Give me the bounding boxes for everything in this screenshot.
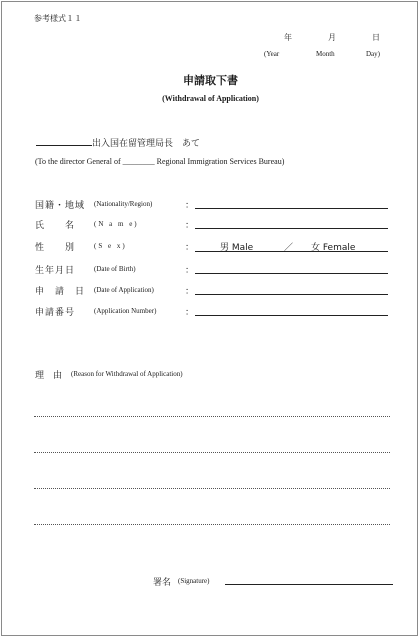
date-month-en: Month	[316, 50, 335, 58]
date-month-label: 月	[328, 33, 336, 42]
field-colon: ：	[185, 308, 195, 318]
date-year-label: 年	[284, 33, 292, 42]
field-colon: ：	[185, 201, 195, 211]
title-jp: 申請取下書	[183, 74, 238, 87]
reason-line-2[interactable]	[34, 452, 390, 453]
field-colon: ：	[185, 243, 195, 253]
field-colon: ：	[185, 221, 195, 231]
field-name-en: (N a m e)	[94, 220, 139, 228]
field-application-number-en: (Application Number)	[94, 307, 157, 315]
field-nationality-label: 国籍・地域	[35, 201, 86, 211]
date-day-label: 日	[372, 33, 380, 42]
bureau-name-line[interactable]	[36, 145, 92, 146]
field-application-date-label: 申 請 日	[35, 287, 86, 297]
application-date-input[interactable]	[195, 294, 388, 295]
addressee-jp: 出入国在留管理局長 あて	[92, 139, 201, 149]
reason-line-4[interactable]	[34, 524, 390, 525]
sex-male-option[interactable]: 男 Male	[220, 243, 254, 253]
signature-label-en: (Signature)	[178, 577, 210, 585]
sex-underline	[195, 251, 388, 252]
application-number-input[interactable]	[195, 315, 388, 316]
field-colon: ：	[185, 266, 195, 276]
form-number: 参考様式１１	[34, 14, 82, 23]
reason-label-en: (Reason for Withdrawal of Application)	[71, 370, 183, 378]
field-sex-en: (S e x)	[94, 242, 127, 250]
field-nationality-en: (Nationality/Region)	[94, 200, 153, 208]
signature-label-jp: 署名	[153, 578, 172, 588]
field-dob-label: 生年月日	[35, 266, 76, 276]
nationality-input[interactable]	[195, 208, 388, 209]
withdrawal-form-page	[1, 1, 418, 636]
reason-line-3[interactable]	[34, 488, 390, 489]
field-colon: ：	[185, 287, 195, 297]
field-application-date-en: (Date of Application)	[94, 286, 154, 294]
field-application-number-label: 申請番号	[35, 308, 76, 318]
field-sex-label: 性 別	[35, 243, 76, 253]
sex-female-option[interactable]: 女 Female	[311, 243, 356, 253]
reason-line-1[interactable]	[34, 416, 390, 417]
signature-input[interactable]	[225, 584, 393, 585]
sex-separator: ／	[284, 243, 294, 253]
field-dob-en: (Date of Birth)	[94, 265, 136, 273]
date-day-en: Day)	[366, 50, 380, 58]
addressee-en: (To the director General of ________ Regional Immigration Services Bureau)	[35, 157, 285, 166]
date-of-birth-input[interactable]	[195, 273, 388, 274]
title-en: (Withdrawal of Application)	[162, 94, 259, 103]
date-year-en: (Year	[264, 50, 280, 58]
reason-label-jp: 理 由	[35, 371, 63, 381]
name-input[interactable]	[195, 228, 388, 229]
field-name-label: 氏 名	[35, 221, 76, 231]
